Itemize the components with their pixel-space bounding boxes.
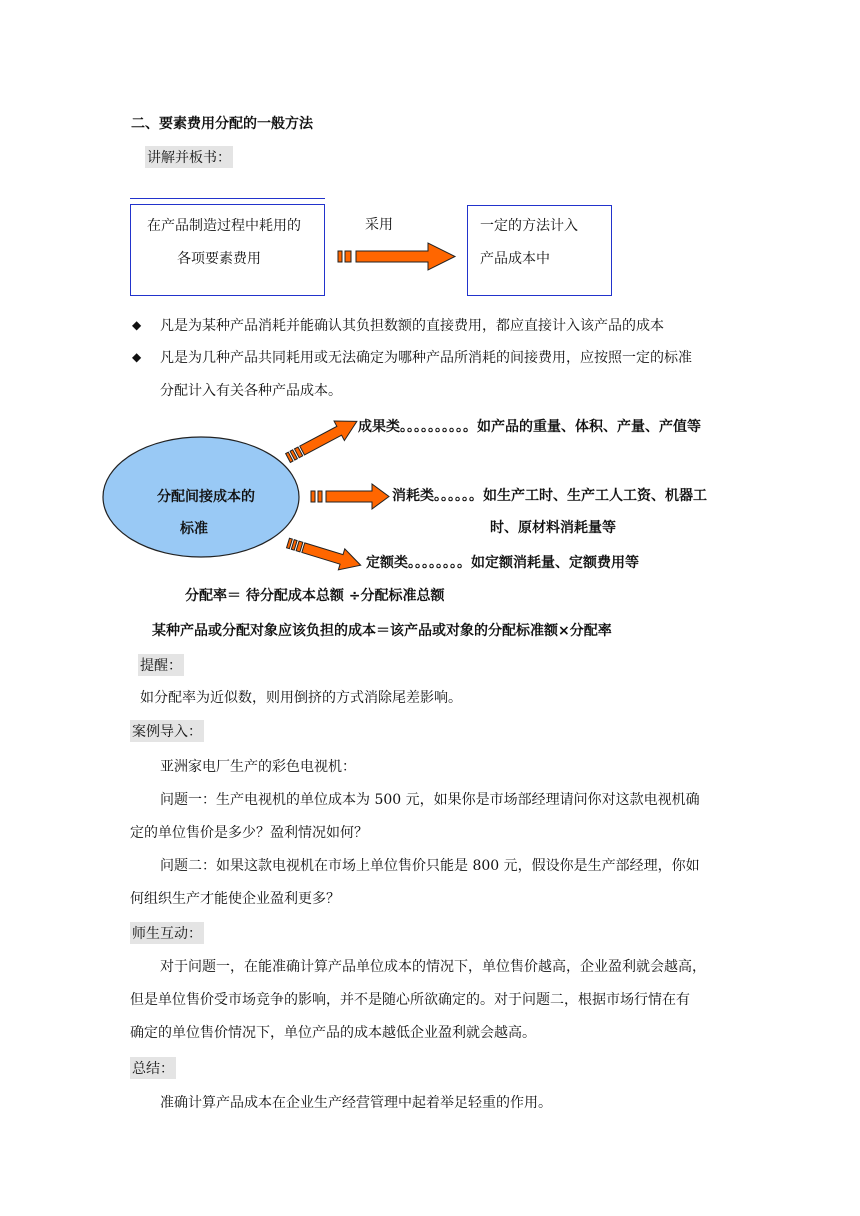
- interaction-line2: 但是单位售价受市场竞争的影响，并不是随心所欲确定的。对于问题二，根据市场行情在有: [130, 992, 690, 1008]
- lecture-label: 讲解并板书：: [145, 146, 233, 168]
- case-intro: 亚洲家电厂生产的彩色电视机：: [160, 759, 356, 775]
- branch-quota-type: 定额类。。。。。。。。如定额消耗量、定额费用等: [366, 555, 639, 571]
- bullet-icon: ◆: [132, 350, 142, 364]
- arrow-result-type: [283, 412, 362, 468]
- branch-consumption-type-line1: 消耗类。。。。。。如生产工时、生产工人工资、机器工: [392, 488, 707, 504]
- ellipse-label-line2: 标准: [180, 521, 208, 537]
- question-1-line1: 问题一：生产电视机的单位成本为 500 元，如果你是市场部经理请问你对这款电视机确: [160, 792, 700, 808]
- target-box-line1: 一定的方法计入: [480, 218, 578, 234]
- target-box-line2: 产品成本中: [480, 251, 550, 267]
- flow-arrow: [338, 243, 455, 270]
- branch-result-type: 成果类。。。。。。。。。。如产品的重量、体积、产量、产值等: [358, 419, 701, 435]
- reminder-text: 如分配率为近似数，则用倒挤的方式消除尾差影响。: [140, 690, 462, 706]
- section-heading: 二、要素费用分配的一般方法: [131, 116, 313, 132]
- bullet-item-1: 凡是为某种产品消耗并能确认其负担数额的直接费用，都应直接计入该产品的成本: [160, 318, 664, 334]
- ellipse-label-line1: 分配间接成本的: [157, 489, 255, 505]
- flow-arrow-label: 采用: [365, 217, 393, 233]
- bullet-item-2-line1: 凡是为几种产品共同耗用或无法确定为哪种产品所消耗的间接费用，应按照一定的标准: [160, 350, 692, 366]
- cost-formula: 某种产品或分配对象应该负担的成本＝该产品或对象的分配标准额×分配率: [152, 623, 612, 639]
- source-box-line1: 在产品制造过程中耗用的: [147, 218, 301, 234]
- allocation-rate-formula: 分配率＝ 待分配成本总额 ÷分配标准总额: [185, 588, 445, 604]
- question-1-line2: 定的单位售价是多少？盈利情况如何？: [130, 825, 368, 841]
- branch-consumption-type-line2: 时、原材料消耗量等: [490, 520, 616, 536]
- bullet-item-2-line2: 分配计入有关各种产品成本。: [160, 383, 342, 399]
- interaction-label: 师生互动：: [130, 922, 204, 944]
- case-label: 案例导入：: [130, 720, 204, 742]
- summary-label: 总结：: [130, 1057, 176, 1079]
- interaction-line1: 对于问题一，在能准确计算产品单位成本的情况下，单位售价越高，企业盈利就会越高，: [160, 959, 706, 975]
- question-2-line1: 问题二：如果这款电视机在市场上单位售价只能是 800 元，假设你是生产部经理，你如: [160, 858, 700, 874]
- source-box-line2: 各项要素费用: [177, 251, 261, 267]
- question-2-line2: 何组织生产才能使企业盈利更多？: [130, 891, 340, 907]
- summary-text: 准确计算产品成本在企业生产经营管理中起着举足轻重的作用。: [160, 1095, 552, 1111]
- arrow-quota-type: [285, 532, 364, 575]
- bullet-icon: ◆: [132, 318, 142, 332]
- arrow-consumption-type: [311, 484, 389, 509]
- reminder-label: 提醒：: [138, 654, 184, 676]
- interaction-line3: 确定的单位售价情况下，单位产品的成本越低企业盈利就会越高。: [130, 1025, 536, 1041]
